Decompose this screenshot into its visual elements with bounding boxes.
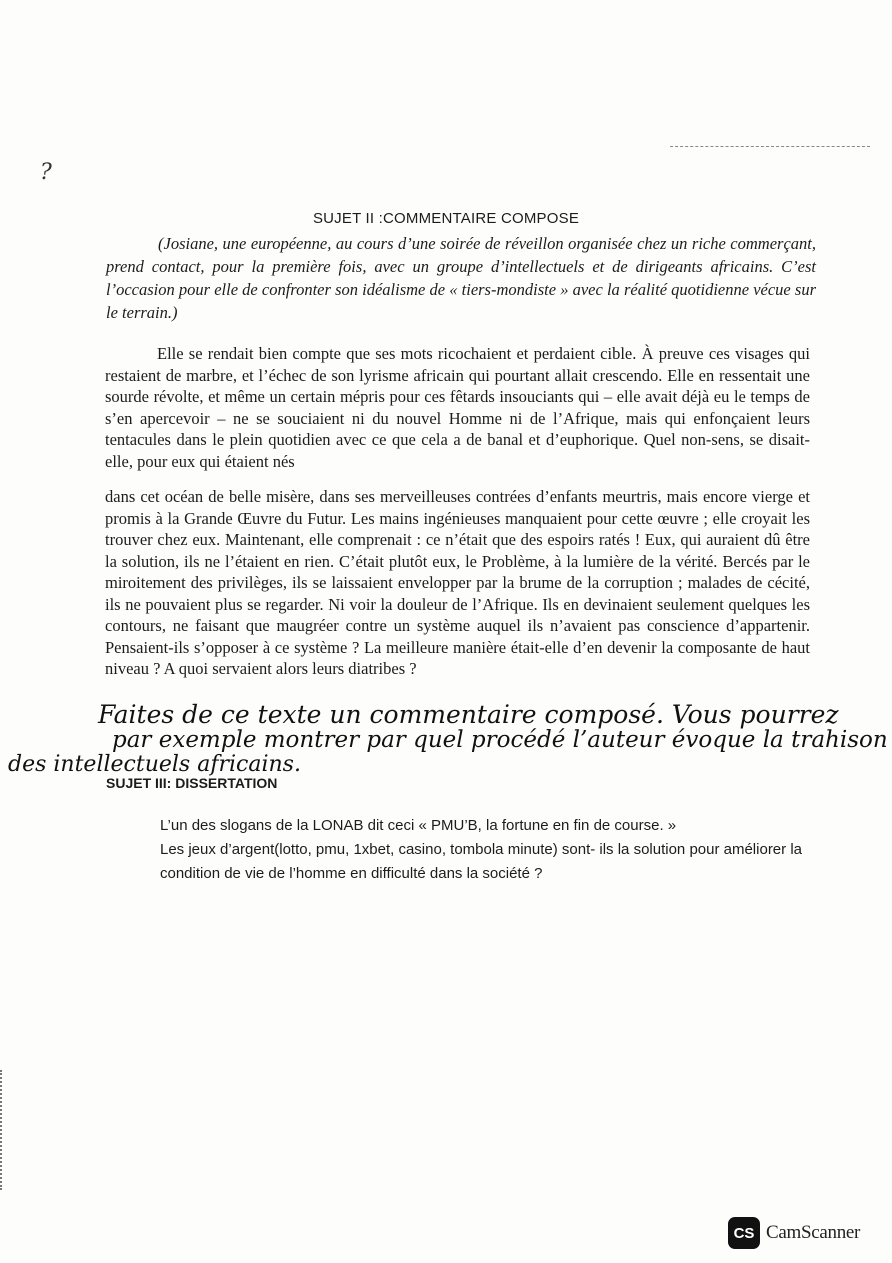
sujet-3-title: SUJET III: DISSERTATION [106, 775, 278, 791]
handwritten-instruction-line-2: par exemple montrer par quel procédé l’auteur évoque la trahison [112, 727, 888, 753]
handwritten-instruction-line-3: des intellectuels africains. [8, 752, 301, 777]
sujet-2-intro: (Josiane, une européenne, au cours d’une soirée de réveillon organisée chez un riche commerçant, prend contact, pour la première fois, avec un groupe d’intellectuels et de dirigeants africains. C’est l’occasion pour elle de confronter son idéalisme de « tiers-mondiste » avec la réalité quotidienne vécue sur le terrain.) [106, 234, 816, 322]
camscanner-logo-icon: CS [728, 1217, 760, 1249]
dissertation-slogan: L’un des slogans de la LONAB dit ceci « PMU’B, la fortune en fin de course. » [160, 817, 677, 834]
scan-edge-artifact [0, 1070, 10, 1190]
camscanner-watermark: CamScanner [766, 1222, 861, 1243]
dissertation-question: Les jeux d’argent(lotto, pmu, 1xbet, casino, tombola minute) sont- ils la solution pour améliorer la condition de vie de l’homme en difficulté dans la société ? [160, 841, 802, 882]
text-paragraph-1: Elle se rendait bien compte que ses mots ricochaient et perdaient cible. À preuve ces visages qui restaient de marbre, et l’échec de son lyrisme africain qui pourtant allait crescendo. Elle en ressentait une sourde révolte, et même un certain mépris pour ces fêtards insouciants qui – elle avait déjà eu le temps de s’en apercevoir – ne se souciaient ni du nouvel Homme ni de l’Afrique, mais qui enfonçaient leurs tentacules dans le plein quotidien avec ce que cela a de banal et d’euphorique. Quel non-sens, se disait-elle, pour eux qui étaient nés [105, 344, 810, 471]
margin-mark: ? [40, 160, 52, 185]
sujet-2-title: SUJET II :COMMENTAIRE COMPOSE [312, 210, 580, 227]
scan-dash-line [670, 146, 870, 153]
handwritten-instruction-line-1: Faites de ce texte un commentaire composé. Vous pourrez [98, 700, 839, 729]
text-paragraph-2: dans cet océan de belle misère, dans ses merveilleuses contrées d’enfants meurtris, mais encore vierge et promis à la Grande Œuvre du Futur. Les mains ingénieuses manquaient pour cette œuvre ; elle croyait les trouver chez eux. Maintenant, elle comprenait : ce n’était que des espoirs ratés ! Eux, qui auraient dû être la solution, ils ne l’étaient en rien. C’était plutôt eux, le Problème, à la lumière de la vérité. Bercés par le miroitement des privilèges, ils se laissaient envelopper par la brume de la corruption ; malades de cécité, ils ne pouvaient plus se regarder. Ni voir la douleur de l’Afrique. Ils en devinaient seulement quelques les contours, ne faisant que maugréer contre un système auquel ils n’avaient pas conscience d’appartenir. Pensaient-ils s’opposer à ce système ? La meilleure manière était-elle d’en devenir la composante de haut niveau ? A quoi servaient alors leurs diatribes ? [105, 487, 810, 678]
